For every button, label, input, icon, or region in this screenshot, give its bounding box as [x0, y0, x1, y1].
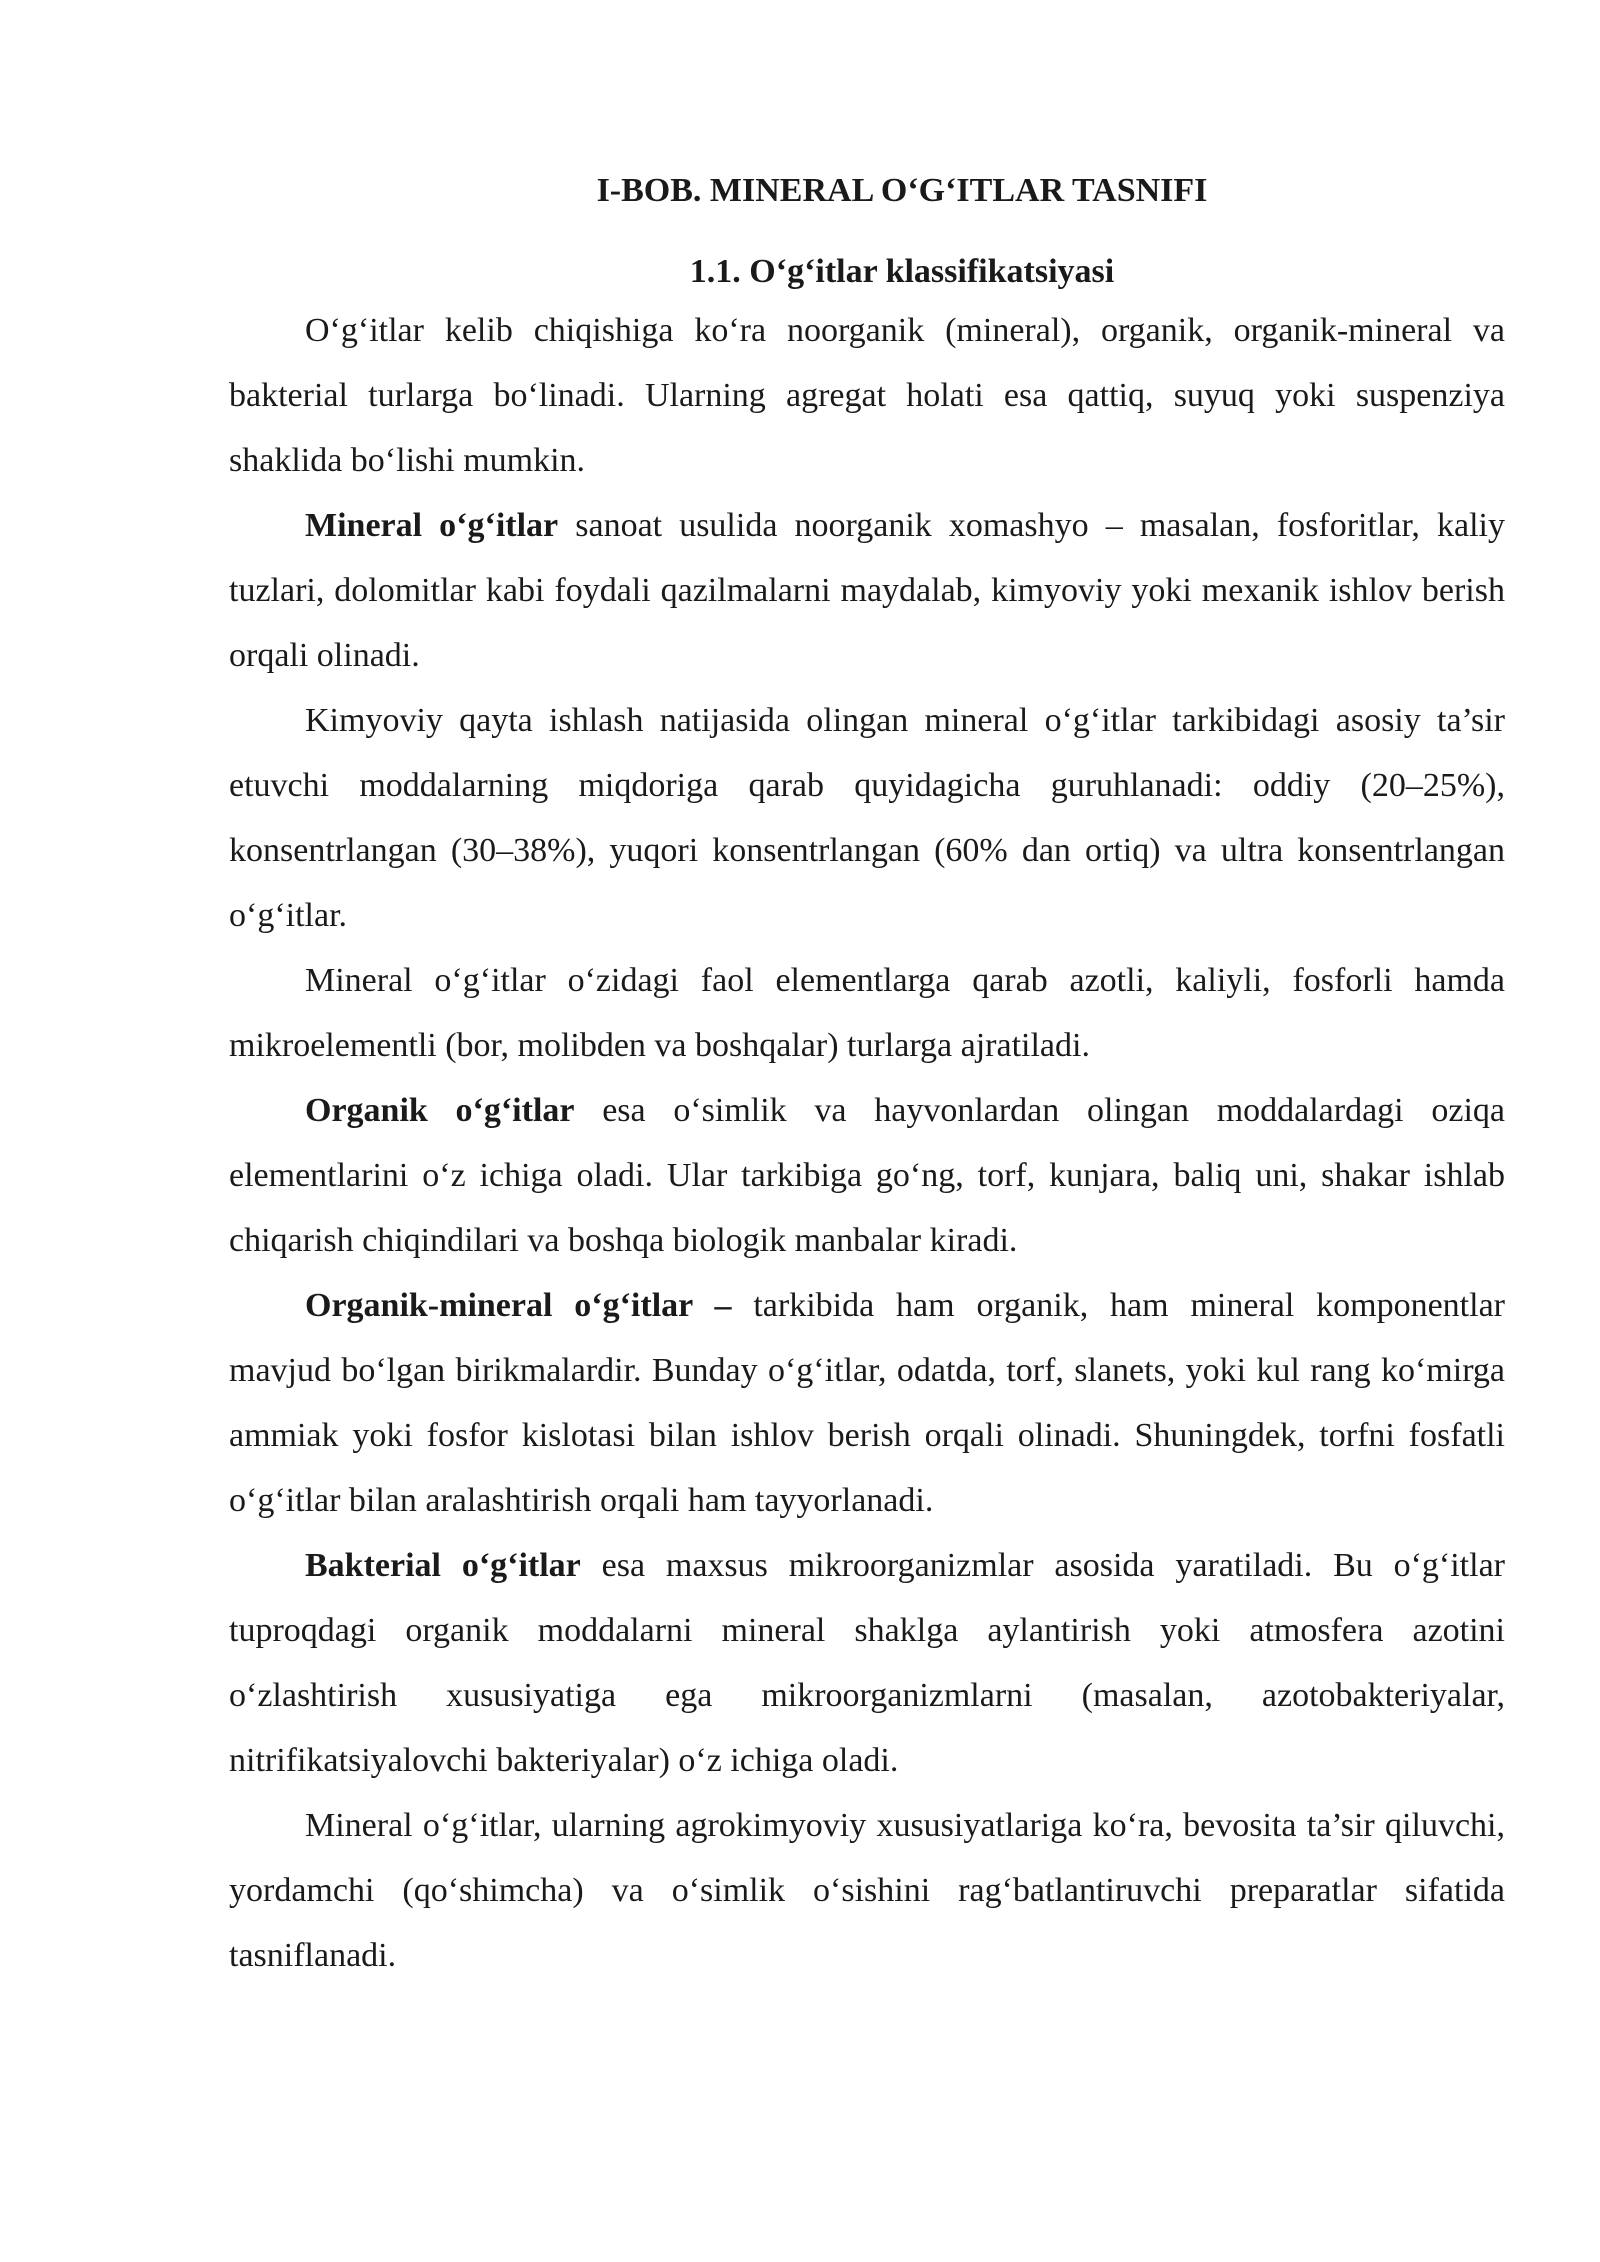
paragraph-organic-mineral-fertilizers [229, 1273, 1505, 1533]
document-page [229, 165, 1505, 1988]
paragraph-classification [229, 298, 1505, 493]
paragraph-text: Mineral o‘g‘itlar o‘zidagi faol elementlarga qarab azotli, kaliyli, fosforli hamda mikroelementli (bor, molibden va boshqalar) turlarga ajratiladi. [229, 962, 1505, 1064]
section-title: 1.1. O‘g‘itlar klassifikatsiyasi [689, 253, 1115, 290]
paragraph-bacterial-fertilizers [229, 1533, 1505, 1793]
paragraph-text: O‘g‘itlar kelib chiqishiga ko‘ra noorganik (mineral), organik, organik-mineral va bakterial turlarga bo‘linadi. Ularning agregat holati esa qattiq, suyuq yoki suspenziya shaklida bo‘lishi mumkin. [229, 312, 1505, 479]
chapter-title: I-BOB. MINERAL O‘G‘ITLAR TASNIFI [596, 172, 1208, 209]
term-organic: Organik o‘g‘itlar [305, 1092, 575, 1129]
paragraph-agrochemical-properties [229, 1793, 1505, 1988]
paragraph-text: sanoat usulida noorganik xomashyo – masalan, fosforitlar, kaliy tuzlari, dolomitlar kabi foydali qazilmalarni maydalab, kimyoviy yoki mexanik ishlov berish orqali olinadi. [229, 507, 1506, 674]
paragraph-text: esa maxsus mikroorganizmlar asosida yaratiladi. Bu o‘g‘itlar tuproqdagi organik moddalarni mineral shaklga aylantirish yoki atmosfera azotini o‘zlashtirish xususiyatiga ega mikroorganizmlarni (masalan, azotobakteriyalar, nitrifikatsiyalovchi bakteriyalar) o‘z ichiga oladi. [229, 1547, 1505, 1779]
term-organic-mineral: Organik-mineral o‘g‘itlar – [305, 1287, 732, 1324]
paragraph-text: Mineral o‘g‘itlar, ularning agrokimyoviy xususiyatlariga ko‘ra, bevosita ta’sir qiluvchi, yordamchi (qo‘shimcha) va o‘simlik o‘sishini rag‘batlantiruvchi preparatlar sifatida tasniflanadi. [229, 1807, 1505, 1974]
term-mineral: Mineral o‘g‘itlar [305, 507, 559, 544]
paragraph-text: Kimyoviy qayta ishlash natijasida olingan mineral o‘g‘itlar tarkibidagi asosiy ta’sir etuvchi moddalarning miqdoriga qarab quyidagicha guruhlanadi: oddiy (20–25%), konsentrlangan (30–38%), yuqori konsentrlangan (60% dan ortiq) va ultra konsentrlangan o‘g‘itlar. [229, 702, 1505, 934]
paragraph-text: esa o‘simlik va hayvonlardan olingan moddalardagi oziqa elementlarini o‘z ichiga oladi. Ular tarkibiga go‘ng, torf, kunjara, baliq uni, shakar ishlab chiqarish chiqindilari va boshqa biologik manbalar kiradi. [229, 1092, 1505, 1259]
term-bacterial: Bakterial o‘g‘itlar [305, 1547, 581, 1584]
paragraph-active-elements [229, 948, 1505, 1078]
paragraph-text: tarkibida ham organik, ham mineral komponentlar mavjud bo‘lgan birikmalardir. Bunday o‘g‘itlar, odatda, torf, slanets, yoki kul rang ko‘mirga ammiak yoki fosfor kislotasi bilan ishlov berish orqali olinadi. Shuningdek, torfni fosfatli o‘g‘itlar bilan aralashtirish orqali ham tayyorlanadi. [229, 1287, 1505, 1519]
paragraph-concentration-groups [229, 688, 1505, 948]
paragraph-mineral-fertilizers [229, 493, 1505, 688]
paragraph-organic-fertilizers [229, 1078, 1505, 1273]
